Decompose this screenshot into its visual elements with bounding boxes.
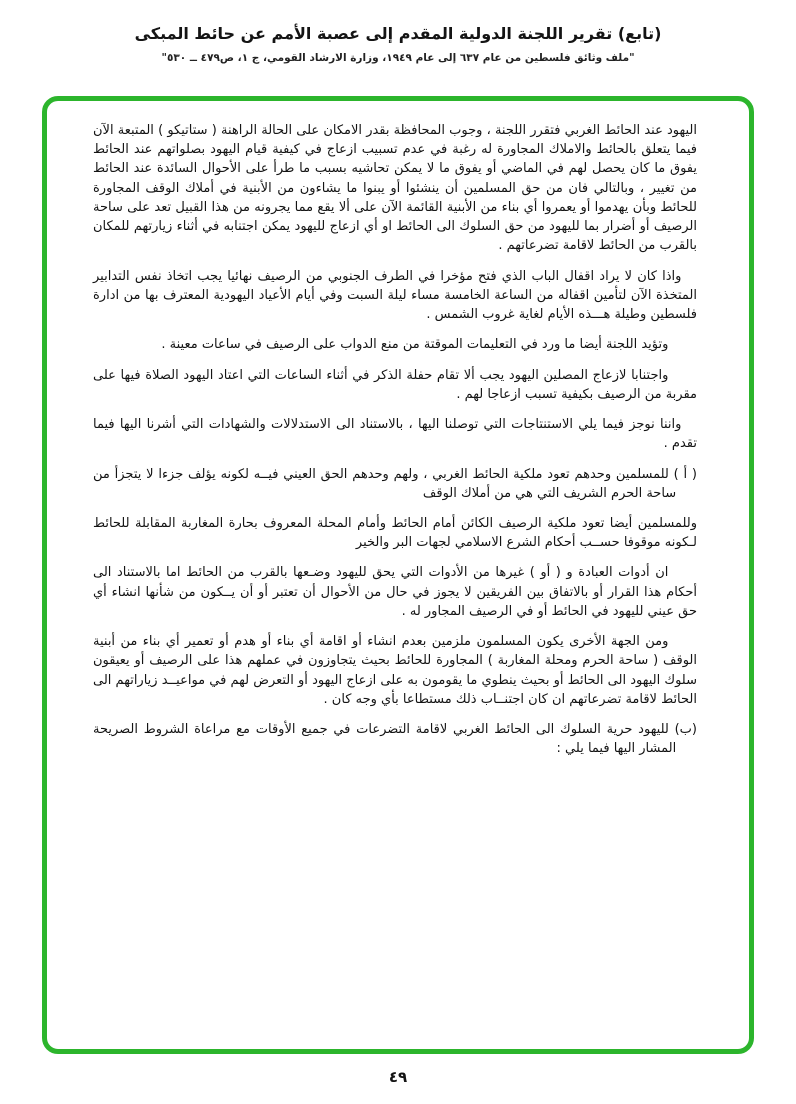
paragraph-4: واجتنابا لازعاج المصلين اليهود يجب ألا تقام حفلة الذكر في أثناء الساعات التي اعتاد اليهود الصلاة فيها على مقربة من الرصيف بكيفية تسبب ازعاجا لهم . xyxy=(93,367,697,402)
document-source-line: "ملف وثائق فلسطين من عام ٦٣٧ إلى عام ١٩٤٩، وزارة الارشاد القومي، ج ١، ص٤٧٩ ــ ٥٣٠" xyxy=(161,52,635,64)
paragraph-7: وللمسلمين أيضا تعود ملكية الرصيف الكائن أمام الحائط وأمام المحلة المعروف بحارة المغاربة المقابلة للحائط لـكونه موقوفا حســب أحكام الشرع الاسلامي لجهات البر والخير xyxy=(93,515,697,551)
paragraph-10: (ب) لليهود حرية السلوك الى الحائط الغربي لاقامة التضرعات في جميع الأوقات مع مراعاة الشروط الصريحة المشار اليها فيما يلي : xyxy=(93,722,697,757)
document-header xyxy=(0,0,796,64)
paragraph-1: اليهود عند الحائط الغربي فتقرر اللجنة ، وجوب المحافظة بقدر الامكان على الحالة الراهنة ( ستاتيكو ) المتبعة الآن فيما يتعلق بالحائط والاملاك المجاورة له رغبة في عدم تسبيب ازعاج في كيفية قيام اليهود بصلواتهم عند الحائط يفوق ما كان يحصل لهم في الماضي أو يفوق ما لا يمكن تحاشيه بسبب ما طرأ على الأحوال السائدة عند الحائط من تغيير ، وبالتالي فان من حق المسلمين أن ينشئوا أو يبنوا ما يشاءون من الأبنية في أملاك الوقف المجاورة للحائط وبأن يهدموا أو يعمروا أي بناء من الأبنية القائمة الآن على ألا يقع مما يجرونه من هذا القبيل تعد على ساحة الرصيف أو أضرار بما لليهود من حق السلوك الى الحائط او أي ازعاج لليهود يمكن اجتنابه في أثناء زيارتهم للمكان بالقرب من الحائط لاقامة تضرعاتهم . xyxy=(93,123,697,254)
document-title: (تابع) تقرير اللجنة الدولية المقدم إلى عصبة الأمم عن حائط المبكى xyxy=(134,24,662,43)
paragraph-5: واننا نوجز فيما يلي الاستنتاجات التي توصلنا اليها ، بالاستناد الى الاستدلالات والشهادات التي أشرنا اليها فيما تقدم . xyxy=(93,417,697,452)
page-number: ٤٩ xyxy=(388,1068,408,1086)
content-frame xyxy=(42,96,754,1054)
paragraph-8: ان أدوات العبادة و ( أو ) غيرها من الأدوات التي يحق لليهود وضـعها بالقرب من الحائط اما بالاستناد الى أحكام هذا القرار أو بالاتفاق بين الفريقين لا يجوز في حال من الأحوال أن تعتبر أو أن يــكون من شأنها انشاء أي حق عيني لليهود في الحائط أو في الرصيف المجاور له . xyxy=(93,565,697,619)
paragraph-2: واذا كان لا يراد اقفال الباب الذي فتح مؤخرا في الطرف الجنوبي من الرصيف نهائيا يجب اتخاذ نفس التدابير المتخذة الآن لتأمين اقفاله من الساعة الخامسة مساء ليلة السبت وفي أيام الأعياد اليهودية المعترف بها من ادارة فلسطين وطيلة هـــذه الأيام لغاية غروب الشمس . xyxy=(93,268,697,323)
paragraph-6: ( أ ) للمسلمين وحدهم تعود ملكية الحائط الغربي ، ولهم وحدهم الحق العيني فيــه لكونه يؤلف جزءا لا يتجزأ من ساحة الحرم الشريف التي هي من أملاك الوقف xyxy=(93,466,697,501)
paragraph-3: وتؤيد اللجنة أيضا ما ورد في التعليمات الموقتة من منع الدواب على الرصيف في ساعات معينة . xyxy=(161,337,669,353)
paragraph-9: ومن الجهة الأخرى يكون المسلمون ملزمين بعدم انشاء أو اقامة أي بناء أو هدم أو تعمير أي بناء من أبنية الوقف ( ساحة الحرم ومحلة المغاربة ) المجاورة للحائط بحيث يتجاوزون في عملهم هذا على الرصيف أو يعيقون سلوك اليهود الى الحائط أو بحيث ينطوي ما يقومون به على ازعاج اليهود أو التعرض لهم في مواعيــد زياراتهم الى الحائط لاقامة تضرعاتهم ان كان اجتنــاب ذلك مستطاعا بأي وجه كان . xyxy=(93,634,697,707)
